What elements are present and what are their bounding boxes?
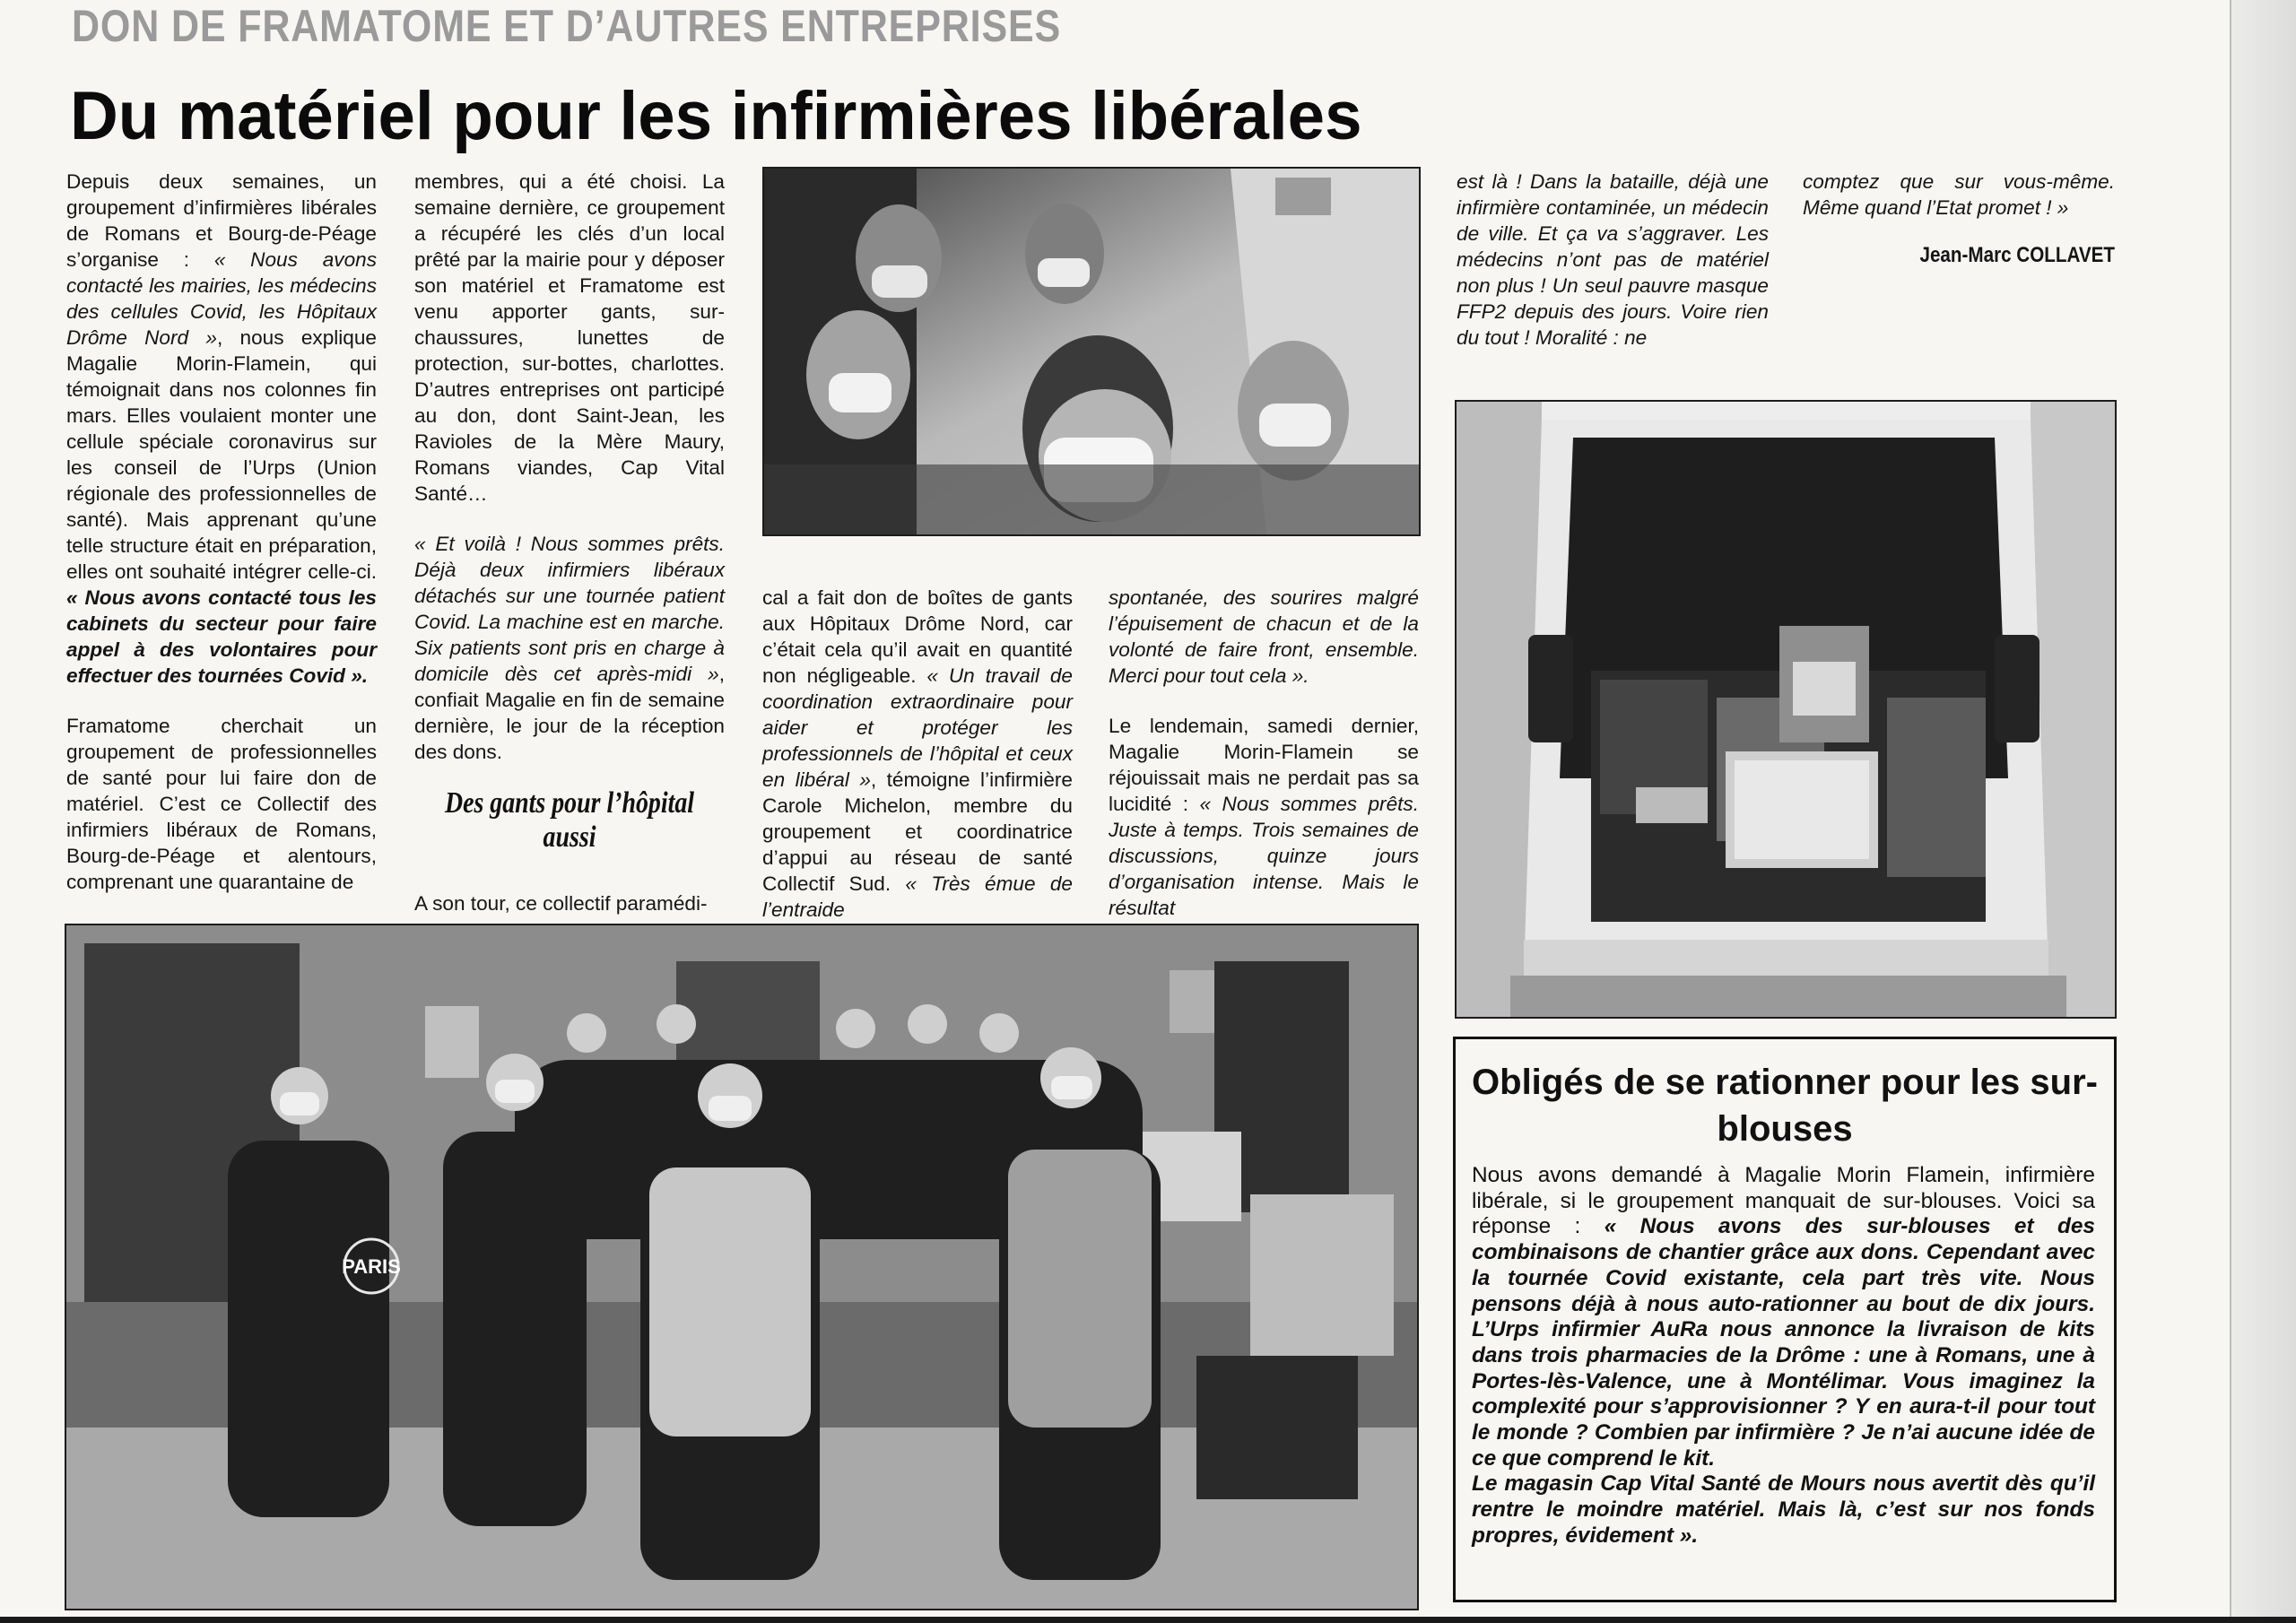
author-signature: Jean-Marc COLLAVET <box>1919 243 2115 267</box>
article-column-6 <box>1803 169 2115 268</box>
paragraph: Depuis deux semaines, un groupement d’infirmières libérales de Romans et Bourg-de-Péage s’organise : « Nous avons contacté les mairies, les médecins des cellules Covid, les Hôpitaux Drôme Nord », nous explique Magalie Morin-Flamein, qui témoignait dans nos colonnes fin mars. Elles voulaient monter une cellule spéciale coronavirus sur les conseil de l’Urps (Union régionale des professionnelles de santé). Mais apprenant qu’une telle structure était en préparation, elles ont souhaité intégrer celle-ci. « Nous avons contacté tous les cabinets du secteur pour faire appel à des volontaires pour effectuer des tournées Covid ». <box>66 170 377 687</box>
paragraph: spontanée, des sourires malgré l’épuisement de chacun et de la volonté de faire front, ensemble. Merci pour tout cela ». <box>1109 586 1419 687</box>
article-column-4 <box>1109 585 1419 921</box>
paragraph: Framatome cherchait un groupement de professionnelles de santé pour lui faire don de matériel. C’est ce Collectif des infirmiers libéraux de Romans, Bourg-de-Péage et alentours, comprenant une quarantaine de <box>66 715 377 893</box>
article-column-5 <box>1457 169 1769 351</box>
paragraph: A son tour, ce collectif paramédi- <box>414 892 708 915</box>
paragraph: cal a fait don de boîtes de gants aux Hôpitaux Drôme Nord, car c’était cela qu’il avait en quantité non négligeable. « Un travail de coordination extraordinaire pour aider et protéger les professionnels de l’hôpital et ceux en libéral », témoigne l’infirmière Carole Michelon, membre du groupement et coordinatrice d’appui au réseau de santé Collectif Sud. « Très émue de l’entraide <box>762 586 1073 921</box>
sidebar-box <box>1453 1037 2117 1602</box>
van-photo <box>1455 400 2117 1019</box>
page-fold <box>2231 0 2296 1623</box>
selfie-photo <box>762 167 1421 536</box>
sidebar-title: Obligés de se rationner pour les sur-blouses <box>1472 1063 2098 1149</box>
paragraph: Le lendemain, samedi dernier, Magalie Morin-Flamein se réjouissait mais ne perdait pas sa lucidité : « Nous sommes prêts. Juste à temps. Trois semaines de discussions, quinze jours d’organisation intense. Mais le résultat <box>1109 715 1420 919</box>
group-photo-image <box>66 925 1417 1609</box>
group-photo <box>65 924 1419 1610</box>
article-headline: Du matériel pour les infirmières libérales <box>70 78 1362 154</box>
tshirt-print: PARIS <box>342 1255 401 1278</box>
scan-bottom-edge <box>0 1617 2296 1623</box>
paragraph: comptez que sur vous-même. Même quand l’Etat promet ! » <box>1803 170 2115 219</box>
paragraph: est là ! Dans la bataille, déjà une infirmière contaminée, un médecin de ville. Et ça va s’aggraver. Les médecins n’ont pas de matériel non plus ! Un seul pauvre masque FFP2 depuis des jours. Voire rien du tout ! Moralité : ne <box>1457 170 1769 349</box>
van-photo-image <box>1457 402 2115 1017</box>
selfie-photo-image <box>764 169 1419 534</box>
article-column-1 <box>66 169 377 895</box>
subheading: Des gants pour l’hôpital aussi <box>444 786 695 854</box>
page-fold-line <box>2230 0 2231 1623</box>
paragraph: « Et voilà ! Nous sommes prêts. Déjà deux infirmiers libéraux détachés sur une tournée patient Covid. La machine est en marche. Six patients sont pris en charge à domicile dès cet après-midi », confiait Magalie en fin de semaine dernière, le jour de la réception des dons. <box>414 533 725 763</box>
article-column-3 <box>762 585 1073 923</box>
sidebar-text: Nous avons demandé à Magalie Morin Flamein, infirmière libérale, si le groupement manquait de sur-blouses. Voici sa réponse : « Nous avons des sur-blouses et des combinaisons de chantier grâce aux dons. Cependant avec la tournée Covid existante, cela part très vite. Nous pensons déjà à nous auto-rationner au bout de dix jours. L’Urps infirmier AuRa nous annonce la livraison de kits dans trois pharmacies de la Drôme : une à Romans, une à Portes-lès-Valence, une à Montélimar. Vous imaginez la complexité pour s’approvisionner ? Y en aura-t-il pour tout le monde ? Combien par infirmière ? Je n’ai aucune idée de ce que comprend le kit. Le magasin Cap Vital Santé de Mours nous avertit dès qu’il rentre le moindre matériel. Mais là, c’est sur nos fonds propres, évidement ». <box>1472 1163 2095 1548</box>
article-column-2 <box>414 169 725 916</box>
article-kicker: DON DE FRAMATOME ET D’AUTRES ENTREPRISES <box>72 1 1062 51</box>
paragraph: membres, qui a été choisi. La semaine dernière, ce groupement a récupéré les clés d’un local prêté par la mairie pour y déposer son matériel et Framatome est venu apporter gants, sur-chaussures, lunettes de protection, sur-bottes, charlottes. D’autres entreprises ont participé au don, dont Saint-Jean, les Ravioles de la Mère Maury, Romans viandes, Cap Vital Santé… <box>414 170 725 505</box>
